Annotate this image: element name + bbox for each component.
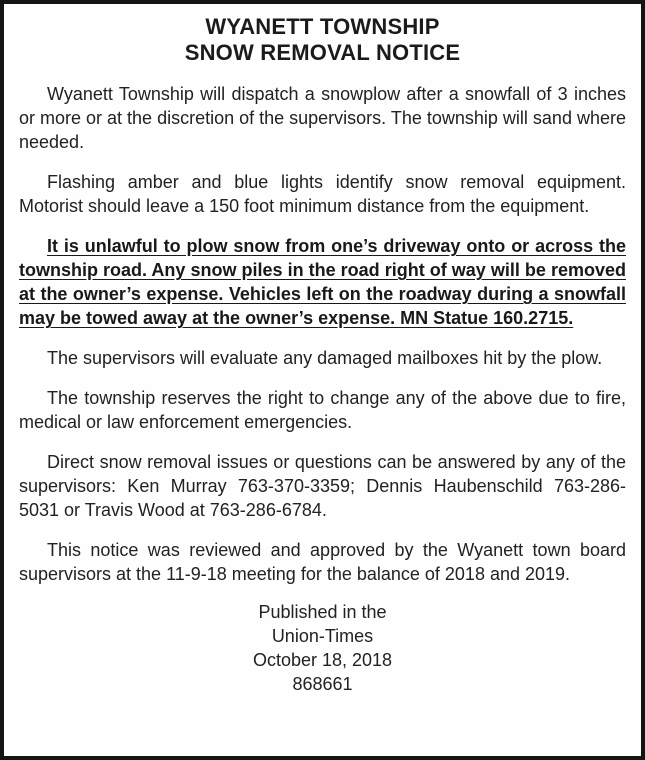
paragraph-equipment-lights: Flashing amber and blue lights identify snow removal equipment. Motorist should leave a 150 foot minimum distance from the equipment. <box>19 172 626 216</box>
notice-title-line-2: SNOW REMOVAL NOTICE <box>184 40 461 65</box>
paragraph-board-approval: This notice was reviewed and approved by the Wyanett town board supervisors at the 11-9-18 meeting for the balance of 2018 and 2019. <box>19 540 626 584</box>
paragraph-damaged-mailboxes: The supervisors will evaluate any damaged mailboxes hit by the plow. <box>47 348 603 368</box>
paragraph-unlawful-warning: It is unlawful to plow snow from one’s driveway onto or across the township road. Any snow piles in the road right of way will be removed at the owner’s expense. Vehicles left on the roadway during a snowfall may be towed away at the owner’s expense. MN Statue 160.2715. <box>19 236 626 328</box>
notice-header <box>19 14 626 66</box>
footer-publication-name: Union-Times <box>271 626 374 646</box>
footer-publication-date: October 18, 2018 <box>252 650 393 670</box>
footer-notice-number: 868661 <box>292 674 353 694</box>
footer-published-line: Published in the <box>258 602 387 622</box>
notice-title-line-1: WYANETT TOWNSHIP <box>205 14 440 39</box>
paragraph-supervisor-contacts: Direct snow removal issues or questions can be answered by any of the supervisors: Ken Murray 763-370-3359; Dennis Haubenschild 763-286-5031 or Travis Wood at 763-286-6784. <box>19 452 626 520</box>
notice-footer <box>19 600 626 696</box>
paragraph-dispatch-policy: Wyanett Township will dispatch a snowplow after a snowfall of 3 inches or more or at the discretion of the supervisors. The township will sand where needed. <box>19 84 626 152</box>
notice-body <box>19 82 626 586</box>
paragraph-emergency-reservation: The township reserves the right to change any of the above due to fire, medical or law enforcement emergencies. <box>19 388 626 432</box>
